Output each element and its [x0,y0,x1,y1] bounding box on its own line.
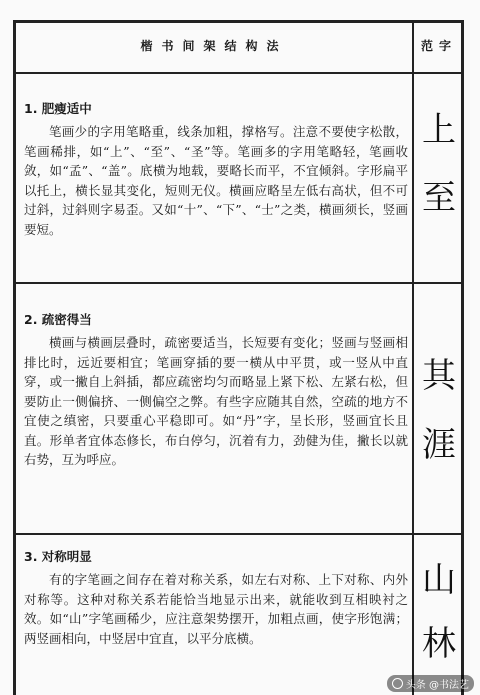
sample-char-lin: 林 [422,624,456,664]
section-3-body: 有的字笔画之间存在着对称关系，如左右对称、上下对称、内外对称等。这种对称关系若能恰当地显示出来，就能收到互相映衬之效。如“山”字笔画稀少，应注意架势摆开，加粗点画，使字形饱满；两竖画相向，中竖居中宜直，以平分底横。 [24,572,408,646]
section-2-body: 横画与横画层叠时，疏密要适当，长短要有变化；竖画与竖画相排比时，远近要相宜；笔画穿插的要一横从中平贯，或一竖从中直穿，或一撇自上斜插，都应疏密均匀而略显上紧下松、左紧右松，但要防止一侧偏挤、一侧偏空之弊。有些字应随其自然，空疏的地方不宜使之缜密，只要重心平稳即可。如“丹”字，呈长形，竖画宜长且直。形单者宜体态修长，布白停匀，沉着有力，劲健为佳，撇长以就右势，互为呼应。 [24,335,408,467]
sample-char-zhi: 至 [422,178,456,218]
sample-char-ya: 涯 [422,425,456,465]
section-2 [24,310,408,470]
section-3-title: 3. 对称明显 [24,549,92,564]
row-divider-1 [13,282,464,284]
header-method: 楷书间架结构法 [140,39,288,53]
section-2-title: 2. 疏密得当 [24,312,92,327]
watermark [387,675,474,692]
header-divider [13,72,464,74]
section-1 [24,99,408,239]
section-3 [24,547,408,648]
header-sample: 范字 [420,39,457,53]
watermark-icon [392,678,403,689]
sample-char-shang: 上 [422,110,456,150]
section-1-body: 笔画少的字用笔略重，线条加粗，撑格写。注意不要使字松散，笔画稀排，如“上”、“至”、“圣”等。笔画多的字用笔略轻，笔画收敛，如“孟”、“盖”。底横为地载，要略长而平，不宜倾斜。字形扁平以托上，横长显其变化，短则无仪。横画应略呈左低右高状，但不可过斜，过斜则字易歪。又如“十”、“下”、“士”之类，横画须长，竖画要短。 [24,124,408,237]
section-1-title: 1. 肥瘦适中 [24,101,92,116]
watermark-text: 头条 @书法艺 [405,680,469,691]
sample-char-shan: 山 [422,560,456,600]
sample-char-qi: 其 [422,356,456,396]
row-divider-2 [13,533,464,535]
